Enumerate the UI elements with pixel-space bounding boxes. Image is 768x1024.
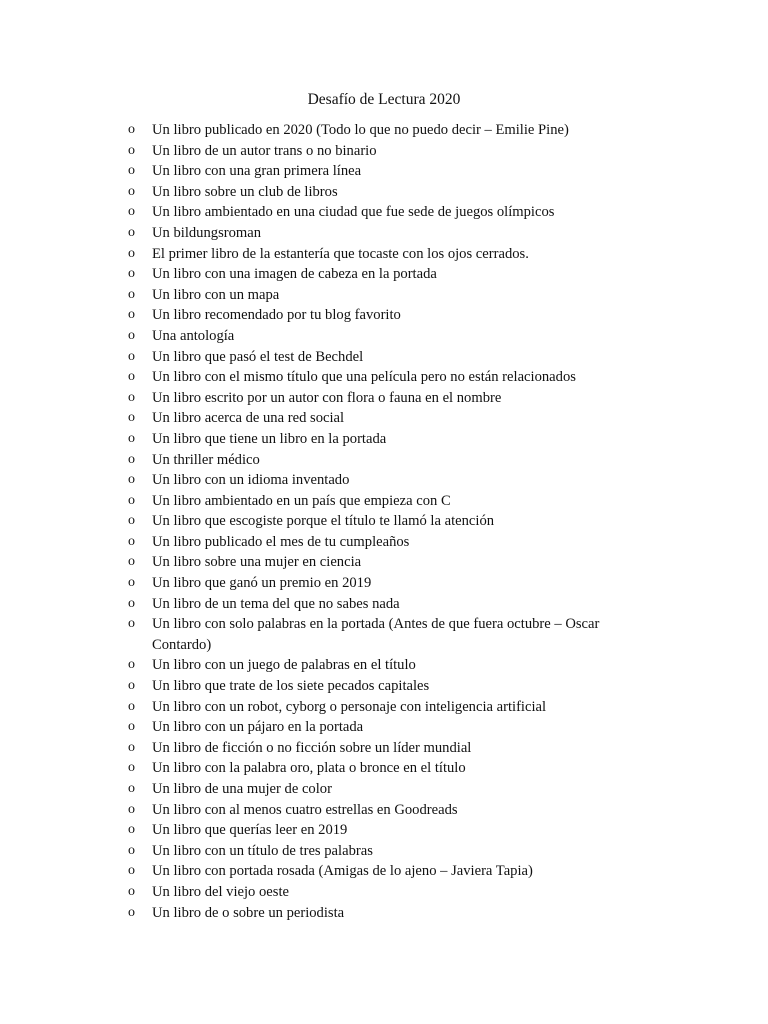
list-item-text: Un libro que tiene un libro en la portada <box>152 430 387 447</box>
list-item <box>124 800 644 821</box>
list-item <box>124 573 644 594</box>
list-item-text: Un libro con un robot, cyborg o personaje con inteligencia artificial <box>152 698 547 715</box>
list-item <box>124 738 644 759</box>
bullet-icon: o <box>128 678 135 694</box>
list-item <box>124 408 644 429</box>
bullet-icon: o <box>128 863 135 879</box>
list-item-text: Un libro con portada rosada (Amigas de lo ajeno – Javiera Tapia) <box>152 863 533 880</box>
bullet-icon: o <box>128 595 135 611</box>
bullet-icon: o <box>128 781 135 796</box>
bullet-icon: o <box>128 513 135 529</box>
list-item <box>124 141 644 162</box>
list-item <box>124 326 644 347</box>
list-item <box>124 903 644 924</box>
bullet-icon: o <box>128 575 135 591</box>
bullet-icon: o <box>128 183 135 199</box>
list-item <box>124 882 644 903</box>
bullet-icon: o <box>128 657 135 673</box>
bullet-icon: o <box>128 348 135 364</box>
list-item <box>124 594 644 615</box>
bullet-icon: o <box>128 904 135 920</box>
bullet-icon: o <box>128 472 135 488</box>
list-item <box>124 264 644 285</box>
list-item <box>124 717 644 738</box>
list-item <box>124 758 644 779</box>
list-item-text: Un libro ambientado en un país que empieza con C <box>152 492 451 509</box>
list-item-text: Un libro de un tema del que no sabes nada <box>152 595 400 612</box>
list-item-text: Un libro que escogiste porque el título te llamó la atención <box>152 513 495 530</box>
bullet-icon: o <box>128 760 135 776</box>
list-item <box>124 820 644 841</box>
challenge-list <box>124 120 644 923</box>
list-item-text: Un libro con el mismo título que una película pero no están relacionados <box>152 369 576 386</box>
bullet-icon: o <box>128 224 135 240</box>
bullet-icon: o <box>128 122 135 137</box>
bullet-icon: o <box>128 719 135 735</box>
bullet-icon: o <box>128 822 135 838</box>
list-item-text: Un libro de o sobre un periodista <box>152 904 345 921</box>
list-item <box>124 697 644 718</box>
list-item-text: Un libro publicado el mes de tu cumpleaños <box>152 533 410 550</box>
list-item <box>124 511 644 532</box>
list-item <box>124 285 644 306</box>
list-item <box>124 347 644 368</box>
bullet-icon: o <box>128 286 135 302</box>
list-item <box>124 450 644 471</box>
list-item <box>124 202 644 223</box>
list-item-text: Un libro con un juego de palabras en el título <box>152 657 416 674</box>
list-item-text: Un libro ambientado en una ciudad que fue sede de juegos olímpicos <box>152 204 555 221</box>
bullet-icon: o <box>128 245 135 261</box>
list-item-text: Un libro con una imagen de cabeza en la portada <box>152 266 437 283</box>
list-item-text: Un libro de ficción o no ficción sobre un líder mundial <box>152 739 472 756</box>
list-item-text: Un thriller médico <box>152 451 260 468</box>
list-item <box>124 861 644 882</box>
list-item <box>124 779 644 800</box>
list-item <box>124 614 644 655</box>
list-item <box>124 552 644 573</box>
list-item-text: Un libro con al menos cuatro estrellas en Goodreads <box>152 801 458 818</box>
bullet-icon: o <box>128 533 135 549</box>
list-item <box>124 491 644 512</box>
bullet-icon: o <box>128 554 135 570</box>
list-item <box>124 120 644 141</box>
bullet-icon: o <box>128 616 135 632</box>
bullet-icon: o <box>128 842 135 858</box>
list-item-text: Un libro de un autor trans o no binario <box>152 142 377 159</box>
bullet-icon: o <box>128 327 135 343</box>
list-item-text: Un libro que querías leer en 2019 <box>152 822 348 839</box>
bullet-icon: o <box>128 410 135 426</box>
list-item <box>124 244 644 265</box>
list-item <box>124 367 644 388</box>
list-item-text: Un libro con un pájaro en la portada <box>152 719 364 736</box>
list-item-text: Un libro acerca de una red social <box>152 410 345 427</box>
list-item <box>124 223 644 244</box>
bullet-icon: o <box>128 801 135 817</box>
bullet-icon: o <box>128 451 135 467</box>
list-item <box>124 470 644 491</box>
list-item-text: Un libro con un título de tres palabras <box>152 842 373 859</box>
list-item-text: Un libro con la palabra oro, plata o bronce en el título <box>152 760 466 777</box>
list-item <box>124 429 644 450</box>
bullet-icon: o <box>128 698 135 714</box>
list-item-text: Un libro sobre una mujer en ciencia <box>152 554 362 571</box>
list-item-text: Un libro que ganó un premio en 2019 <box>152 575 372 592</box>
list-item <box>124 655 644 676</box>
list-item-text: Un libro con un idioma inventado <box>152 472 350 489</box>
list-item <box>124 161 644 182</box>
bullet-icon: o <box>128 266 135 282</box>
list-item-text: Una antología <box>152 327 235 344</box>
list-item-text: Un libro sobre un club de libros <box>152 183 338 200</box>
list-item-text: El primer libro de la estantería que tocaste con los ojos cerrados. <box>152 245 529 262</box>
bullet-icon: o <box>128 163 135 179</box>
list-item <box>124 532 644 553</box>
bullet-icon: o <box>128 307 135 323</box>
bullet-icon: o <box>128 389 135 405</box>
list-item <box>124 182 644 203</box>
list-item-text: Un libro publicado en 2020 (Todo lo que no puedo decir – Emilie Pine) <box>152 122 569 138</box>
bullet-icon: o <box>128 883 135 899</box>
list-item-text: Un libro que trate de los siete pecados capitales <box>152 678 430 695</box>
list-item-text: Un libro con un mapa <box>152 286 280 303</box>
list-item <box>124 388 644 409</box>
bullet-icon: o <box>128 142 135 158</box>
list-item <box>124 305 644 326</box>
list-item-text: Un libro que pasó el test de Bechdel <box>152 348 364 365</box>
list-item-text: Un libro de una mujer de color <box>152 781 332 797</box>
bullet-icon: o <box>128 430 135 446</box>
bullet-icon: o <box>128 204 135 220</box>
bullet-icon: o <box>128 492 135 508</box>
list-item-text: Un libro del viejo oeste <box>152 883 289 900</box>
list-item <box>124 841 644 862</box>
list-item-text: Un bildungsroman <box>152 224 262 241</box>
list-item-text: Un libro recomendado por tu blog favorito <box>152 307 401 324</box>
list-item-text: Un libro con una gran primera línea <box>152 163 362 180</box>
list-item <box>124 676 644 697</box>
document-title: Desafío de Lectura 2020 <box>307 91 461 108</box>
list-item-text: Un libro escrito por un autor con flora o fauna en el nombre <box>152 389 502 406</box>
bullet-icon: o <box>128 369 135 385</box>
bullet-icon: o <box>128 739 135 755</box>
list-item-text: Un libro con solo palabras en la portada (Antes de que fuera octubre – Oscar Contardo) <box>152 616 600 653</box>
